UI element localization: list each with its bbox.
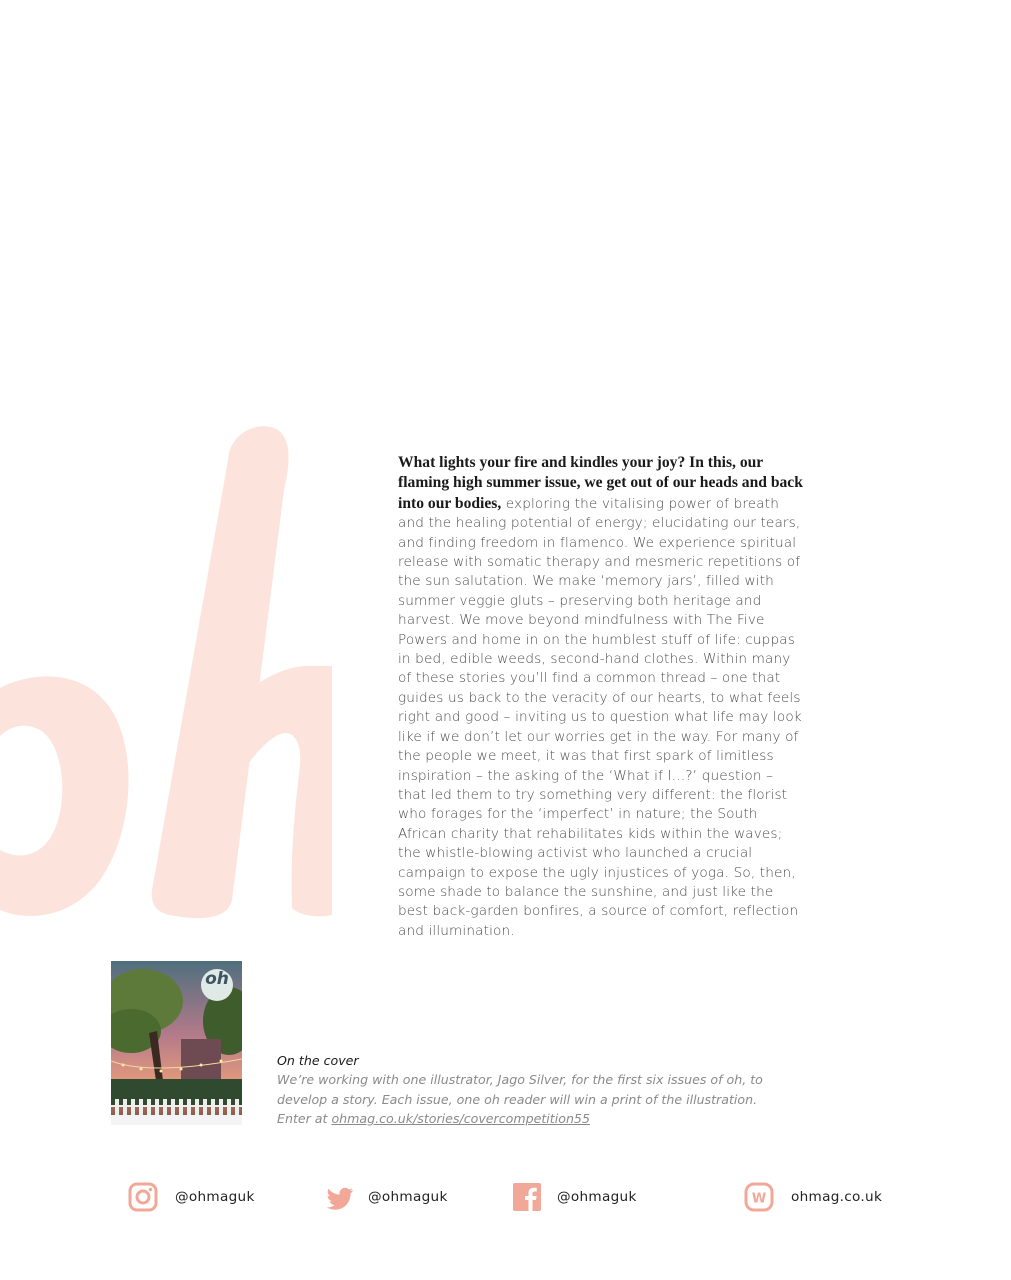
- social-facebook[interactable]: [512, 1180, 637, 1214]
- social-instagram[interactable]: [128, 1180, 255, 1214]
- letter-body: exploring the vitalising power of breath and the healing potential of energy; elucidating our tears, and finding freedom in flamenco. We experience spiritual release with somatic therapy and mesmeric repetitions of the sun salutation. We make ‘memory jars’, filled with summer veggie gluts – preserving both heritage and harvest. We move beyond mindfulness with The Five Powers and home in on the humblest stuff of life: cuppas in bed, edible weeds, second-hand clothes. Within many of these stories you’ll find a common thread – one that guides us back to the veracity of our hearts, to what feels right and good – inviting us to question what life may look like if we don’t let our worries get in the way. For many of the people we meet, it was that first spark of limitless inspiration – the asking of the ‘What if I…?’ question – that led them to try something very different: the florist who forages for the ‘imperfect’ in nature; the South African charity that rehabilitates kids within the waves; the whistle-blowing activist who launched a crucial campaign to expose the ugly injustices of yoga. So, then, some shade to balance the sunshine, and just like the best back-garden bonfires, a source of comfort, reflection and illumination.: [398, 495, 802, 939]
- facebook-handle: @ohmaguk: [557, 1189, 637, 1205]
- cover-caption: [277, 1051, 777, 1129]
- competition-link[interactable]: ohmag.co.uk/stories/covercompetition55: [331, 1111, 590, 1127]
- social-twitter[interactable]: [326, 1180, 448, 1214]
- caption-title: On the cover: [277, 1053, 359, 1068]
- letter-lead: What lights your fire and kindles your joy? In this, our flaming high summer issue, we get out of our heads and back into our bodies,: [398, 454, 803, 512]
- cover-thumbnail[interactable]: [111, 961, 242, 1125]
- facebook-icon: [512, 1182, 542, 1212]
- website-handle: ohmag.co.uk: [791, 1189, 883, 1205]
- social-website[interactable]: [744, 1180, 882, 1214]
- svg-text:W: W: [751, 1191, 767, 1207]
- twitter-handle: @ohmaguk: [368, 1189, 448, 1205]
- caption-enter-prefix: Enter at: [277, 1111, 332, 1127]
- caption-text: We’re working with one illustrator, Jago Silver, for the first six issues of oh, to develop a story. Each issue, one oh reader will win a print of the illustration.: [277, 1072, 763, 1107]
- twitter-icon: [326, 1182, 356, 1212]
- oh-decorative-lettering: [0, 420, 335, 920]
- editors-letter: [398, 453, 804, 941]
- website-icon: [744, 1182, 774, 1212]
- instagram-icon: [128, 1182, 158, 1212]
- instagram-handle: @ohmaguk: [175, 1189, 255, 1205]
- cover-logo: oh: [205, 969, 229, 989]
